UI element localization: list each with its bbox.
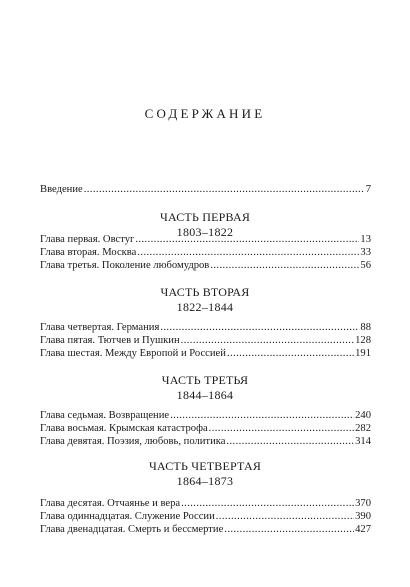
leader-dots [227, 347, 354, 361]
toc-entry-page: 282 [355, 423, 371, 434]
toc-entry-chapter-3 [40, 259, 371, 273]
toc-entry-page: 7 [365, 184, 371, 195]
leader-dots [224, 523, 354, 537]
toc-entry-page: 88 [360, 322, 371, 333]
part-title: ЧАСТЬ ЧЕТВЕРТАЯ [148, 459, 262, 473]
toc-entry-label: Глава пятая. Тютчев и Пушкин [40, 335, 180, 346]
toc-entry-page: 56 [360, 260, 371, 271]
toc-entry-page: 314 [355, 436, 371, 447]
toc-entry-label: Глава первая. Овстуг [40, 234, 135, 245]
toc-entry-chapter-4 [40, 321, 371, 335]
toc-entry-label: Глава восьмая. Крымская катастрофа [40, 423, 208, 434]
leader-dots [160, 321, 359, 335]
toc-entry-label: Глава десятая. Отчаянье и вера [40, 498, 181, 509]
part-heading-2 [0, 285, 410, 315]
toc-entry-chapter-1 [40, 233, 371, 247]
part-title: ЧАСТЬ ПЕРВАЯ [159, 210, 251, 224]
leader-dots [209, 422, 354, 436]
toc-entry-page: 427 [355, 524, 371, 535]
page-title: СОДЕРЖАНИЕ [144, 106, 266, 121]
toc-entry-page: 33 [360, 247, 371, 258]
toc-entry-label: Глава шестая. Между Европой и Россией [40, 348, 226, 359]
toc-entry-label: Глава четвертая. Германия [40, 322, 160, 333]
toc-entry-label: Глава третья. Поколение любомудров [40, 260, 210, 271]
toc-entry-label: Введение [40, 184, 83, 195]
part-title: ЧАСТЬ ВТОРАЯ [160, 285, 250, 299]
leader-dots [210, 259, 359, 273]
toc-entry-chapter-5 [40, 334, 371, 348]
toc-entry-label: Глава вторая. Москва [40, 247, 137, 258]
part-heading-4 [0, 459, 410, 489]
part-years: 1864–1873 [176, 474, 234, 488]
toc-entry-label: Глава одиннадцатая. Служение России [40, 511, 215, 522]
toc-entry-label: Глава седьмая. Возвращение [40, 410, 170, 421]
toc-entry-chapter-12 [40, 523, 371, 537]
part-years: 1844–1864 [176, 388, 234, 402]
toc-entry-label: Глава двенадцатая. Смерть и бессмертие [40, 524, 224, 535]
toc-entry-chapter-10 [40, 497, 371, 511]
toc-entry-chapter-8 [40, 422, 371, 436]
toc-entry-chapter-11 [40, 510, 371, 524]
leader-dots [137, 246, 359, 260]
toc-entry-page: 13 [360, 234, 371, 245]
toc-entry-intro [40, 183, 371, 197]
toc-entry-page: 390 [355, 511, 371, 522]
part-heading-3 [0, 373, 410, 403]
leader-dots [170, 409, 354, 423]
part-years: 1803–1822 [176, 225, 234, 239]
part-years: 1822–1844 [176, 300, 234, 314]
toc-entry-page: 370 [355, 498, 371, 509]
leader-dots [216, 510, 354, 524]
toc-entry-chapter-2 [40, 246, 371, 260]
toc-entry-label: Глава девятая. Поэзия, любовь, политика [40, 436, 226, 447]
leader-dots [226, 435, 354, 449]
toc-entry-page: 191 [355, 348, 371, 359]
toc-entry-chapter-7 [40, 409, 371, 423]
leader-dots [181, 334, 354, 348]
toc-entry-chapter-9 [40, 435, 371, 449]
toc-entry-page: 240 [355, 410, 371, 421]
leader-dots [84, 183, 365, 197]
part-title: ЧАСТЬ ТРЕТЬЯ [161, 373, 249, 387]
leader-dots [181, 497, 354, 511]
toc-entry-page: 128 [355, 335, 371, 346]
leader-dots [135, 233, 359, 247]
toc-entry-chapter-6 [40, 347, 371, 361]
